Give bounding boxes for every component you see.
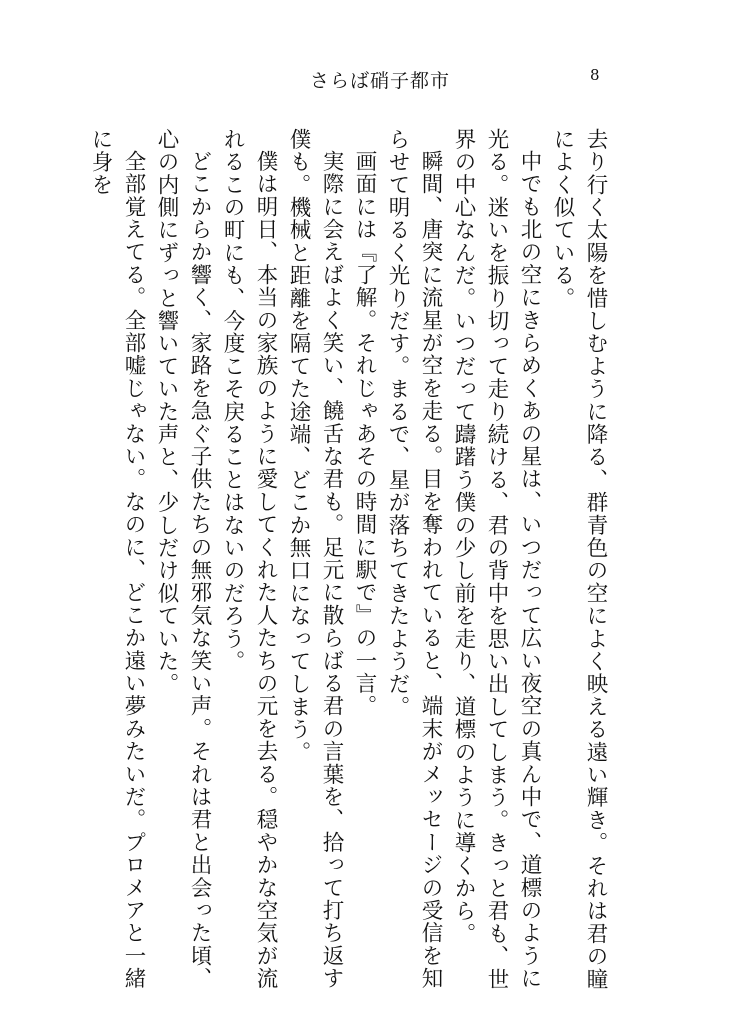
page-number: 8: [590, 66, 600, 84]
paragraph: 瞬間、唐突に流星が空を走る。目を奪われていると、端末がメッセージの受信を知らせて明るく光りだす。まるで、星が落ちてきたようだ。: [385, 128, 443, 990]
paragraph: 実際に会えばよく笑い、饒舌な君も。足元に散らばる君の言葉を、拾って打ち返す僕も。機械と距離を隔てた途端、どこか無口になってしまう。: [286, 128, 344, 990]
paragraph: 去り行く太陽を惜しむように降る、群青色の空によく映える遠い輝き。それは君の瞳によく似ている。: [550, 128, 608, 991]
paragraph: 中でも北の空にきらめくあの星は、いつだって広い夜空の真ん中で、道標のように光る。迷いを振り切って走り続ける、君の背中を思い出してしまう。きっと君も、世界の中心なんだ。いつだって躊躇う僕の少し前を走り、道標のように導くから。: [451, 128, 542, 991]
paragraph: 僕は明日、本当の家族のように愛してくれた人たちの元を去る。穏やかな空気が流れるこの町にも、今度こそ戻ることはないのだろう。: [220, 128, 278, 990]
running-title: さらば硝子都市: [310, 70, 451, 92]
vertical-body-text: [88, 128, 612, 1008]
paragraph: どこからか響く、家路を急ぐ子供たちの無邪気な笑い声。それは君と出会った頃、心の内側にずっと響いていた声と、少しだけ似ていた。: [154, 128, 212, 990]
paragraph: 画面には『了解。それじゃあその時間に駅で』の一言。: [352, 149, 377, 717]
paragraph: 全部覚えてる。全部嘘じゃない。なのに、どこか遠い夢みたいだ。プロメアと一緒に身を: [88, 128, 146, 990]
